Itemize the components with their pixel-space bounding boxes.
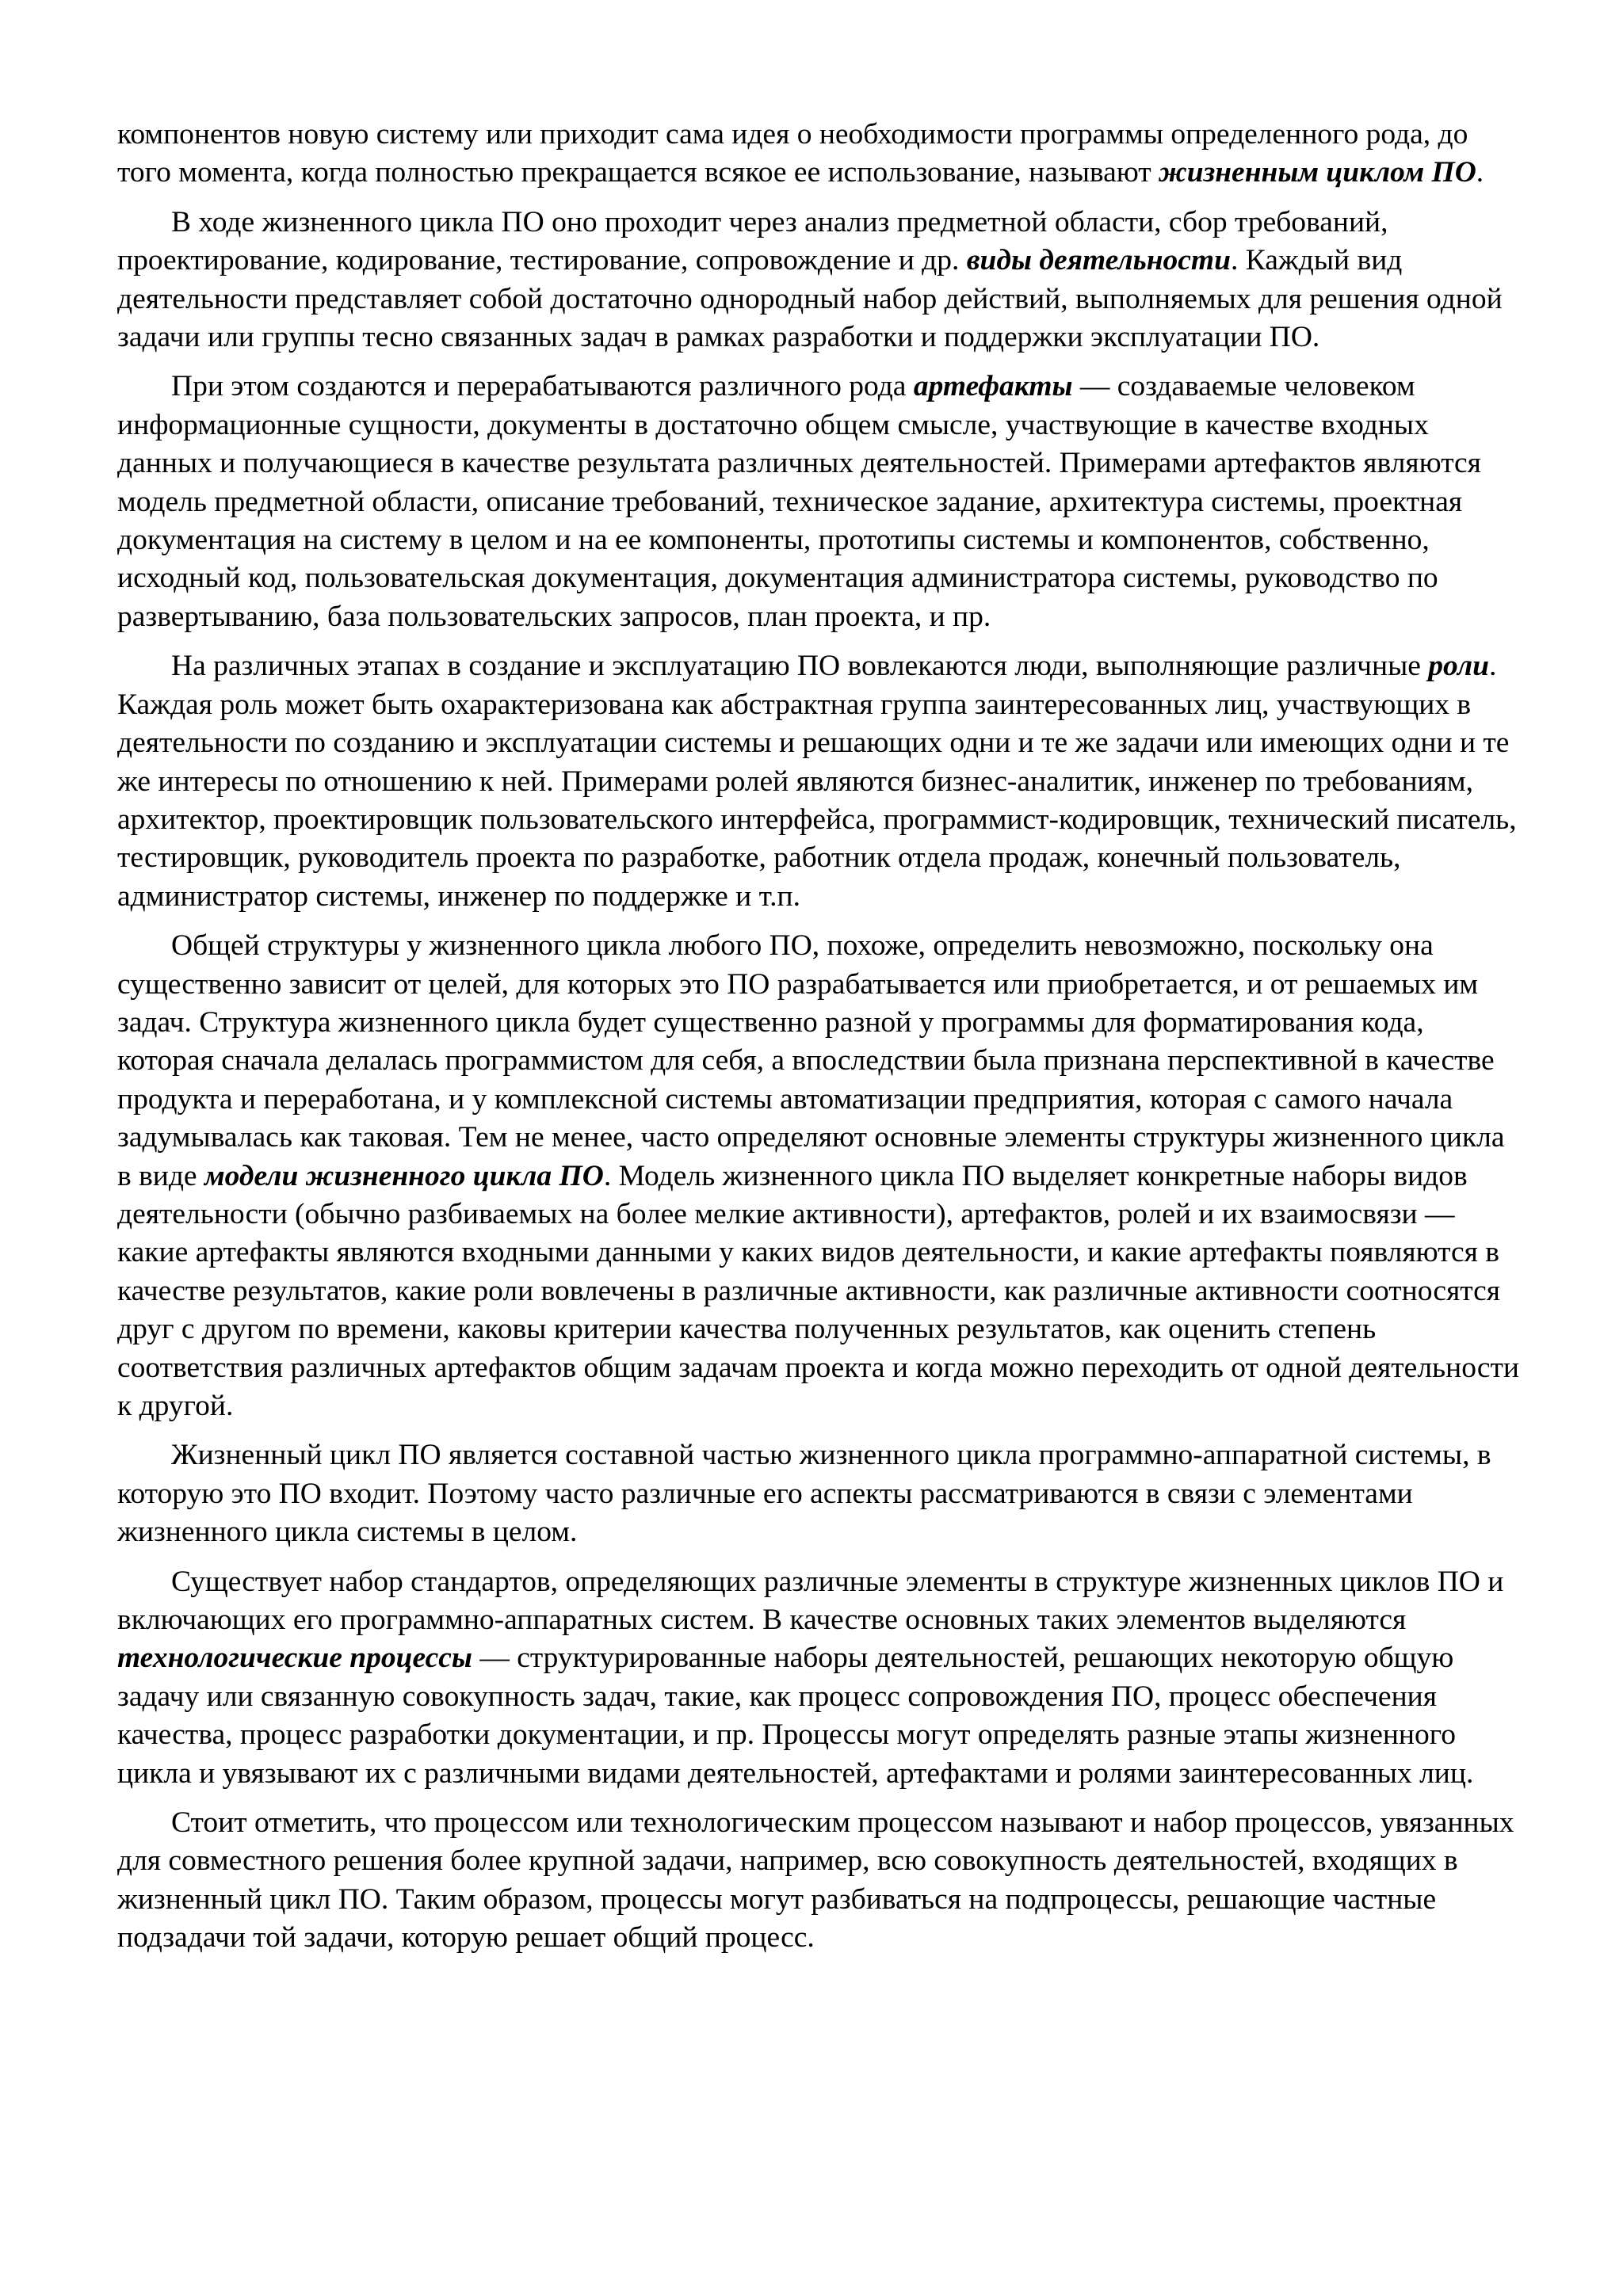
term-tech-processes: технологические процессы — [117, 1642, 472, 1675]
term-lifecycle-model: модели жизненного цикла ПО — [204, 1159, 604, 1192]
text-run: . — [1476, 156, 1484, 189]
paragraph-activities — [117, 204, 1522, 357]
term-artifacts: артефакты — [913, 370, 1073, 403]
text-run: — создаваемые человеком информационные сущности, документы в достаточно общем смысле, участвующие в качестве входных данных и получающиеся в качестве результата различных деятельностей. Примерами артефактов являются модель предметной области, описание требований, техническое задание, архитектура системы, проектная документация на систему в целом и на ее компоненты, прототипы системы и компонентов, собственно, исходный код, пользовательская документация, документация администратора системы, руководство по развертыванию, база пользовательских запросов, план проекта, и пр. — [117, 370, 1481, 633]
term-lifecycle: жизненным циклом ПО — [1159, 156, 1476, 189]
text-run: . Каждая роль может быть охарактеризована как абстрактная группа заинтересованных лиц, участвующих в деятельности по созданию и эксплуатации системы и решающих одни и те же задачи или имеющих одни и те же интересы по отношению к ней. Примерами ролей являются бизнес-аналитик, инженер по требованиям, архитектор, проектировщик пользовательского интерфейса, программист-кодировщик, технический писатель, тестировщик, руководитель проекта по разработке, работник отдела продаж, конечный пользователь, администратор системы, инженер по поддержке и т.п. — [117, 650, 1517, 913]
paragraph-subprocesses — [117, 1804, 1522, 1958]
text-run: Существует набор стандартов, определяющих различные элементы в структуре жизненных циклов ПО и включающих его программно-аппаратных систем. В качестве основных таких элементов выделяются — [117, 1565, 1504, 1637]
paragraph-artifacts — [117, 368, 1522, 636]
text-run: Общей структуры у жизненного цикла любого ПО, похоже, определить невозможно, поскольку она существенно зависит от целей, для которых это ПО разрабатывается или приобретается, и от решаемых им задач. Структура жизненного цикла будет существенно разной у программы для форматирования кода, которая сначала делалась программистом для себя, а впоследствии была признана перспективной в качестве продукта и переработана, и у комплексной системы автоматизации предприятия, которая с самого начала задумывалась как таковая. Тем не менее, часто определяют основные элементы структуры жизненного цикла в виде — [117, 929, 1505, 1192]
paragraph-lifecycle-definition — [117, 116, 1522, 193]
term-roles: роли — [1428, 650, 1489, 683]
text-run: При этом создаются и перерабатываются различного рода — [171, 370, 914, 403]
term-activities: виды деятельности — [966, 244, 1231, 277]
text-run: . Модель жизненного цикла ПО выделяет конкретные наборы видов деятельности (обычно разбиваемых на более мелкие активности), артефактов, ролей и их взаимосвязи — какие артефакты являются входными данными у каких видов деятельности, и какие артефакты появляются в качестве результатов, какие роли вовлечены в различные активности, как различные активности соотносятся друг с другом по времени, каковы критерии качества полученных результатов, как оценить степень соответствия различных артефактов общим задачам проекта и когда можно переходить от одной деятельности к другой. — [117, 1159, 1519, 1422]
text-run: . Каждый вид деятельности представляет собой достаточно однородный набор действий, выполняемых для решения одной задачи или группы тесно связанных задач в рамках разработки и поддержки эксплуатации ПО. — [117, 244, 1503, 354]
text-run: компонентов новую систему или приходит сама идея о необходимости программы определенного рода, до того момента, когда полностью прекращается всякое ее использование, называют — [117, 118, 1468, 189]
text-run: — структурированные наборы деятельностей, решающих некоторую общую задачу или связанную совокупность задач, такие, как процесс сопровождения ПО, процесс обеспечения качества, процесс разработки документации, и пр. Процессы могут определять разные этапы жизненного цикла и увязывают их с различными видами деятельностей, артефактами и ролями заинтересованных лиц. — [117, 1642, 1474, 1790]
text-run: В ходе жизненного цикла ПО оно проходит через анализ предметной области, сбор требований, проектирование, кодирование, тестирование, сопровождение и др. — [117, 205, 1388, 277]
paragraph-roles — [117, 647, 1522, 916]
paragraph-processes — [117, 1563, 1522, 1793]
text-run: Стоит отметить, что процессом или технологическим процессом называют и набор процессов, увязанных для совместного решения более крупной задачи, например, всю совокупность деятельностей, входящих в жизненный цикл ПО. Таким образом, процессы могут разбиваться на подпроцессы, решающие частные подзадачи той задачи, которую решает общий процесс. — [117, 1806, 1514, 1955]
document-page — [117, 116, 1522, 1969]
text-run: Жизненный цикл ПО является составной частью жизненного цикла программно-аппаратной системы, в которую это ПО входит. Поэтому часто различные его аспекты рассматриваются в связи с элементами жизненного цикла системы в целом. — [117, 1439, 1491, 1549]
paragraph-system-lifecycle — [117, 1436, 1522, 1551]
paragraph-lifecycle-model — [117, 927, 1522, 1425]
text-run: На различных этапах в создание и эксплуатацию ПО вовлекаются люди, выполняющие различные — [171, 650, 1429, 683]
